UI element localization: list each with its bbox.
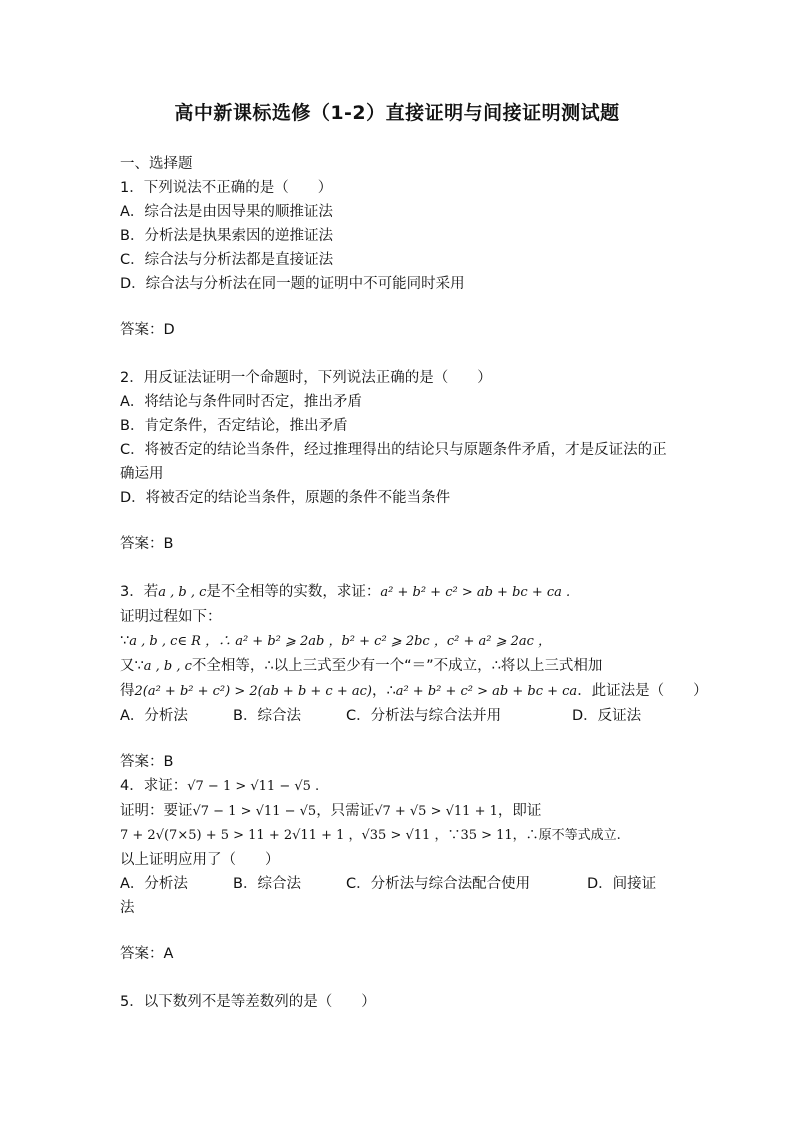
q3-option-d: D．反证法	[572, 708, 642, 724]
q3-option-c: C．分析法与综合法并用	[346, 708, 502, 724]
q3-stem-prefix: 3．若	[120, 584, 159, 600]
q3-proof-line-1	[120, 629, 680, 654]
q2-option-b: B．肯定条件，否定结论，推出矛盾	[120, 418, 348, 434]
q2-answer: 答案：B	[120, 536, 174, 552]
q4-option-a: A．分析法	[120, 876, 188, 892]
q3-line2-text: 不全相等，∴以上三式至少有一个“＝”不成立，∴将以上三式相加	[191, 658, 603, 674]
q3-stem	[120, 580, 680, 605]
q3-line3-therefore: ，∴	[371, 683, 396, 699]
q1-option-d: D．综合法与分析法在同一题的证明中不可能同时采用	[120, 276, 465, 292]
document-body	[120, 152, 708, 1014]
q2-option-d: D．将被否定的结论当条件，原题的条件不能当条件	[120, 490, 451, 506]
q4-proof-line-1	[120, 799, 680, 824]
q3-line3-question: ．此证法是（ ）	[577, 683, 708, 699]
q3-proof-line-2	[120, 654, 680, 679]
q1-answer: 答案：D	[120, 322, 175, 338]
q4-proof-line-2: 7 + 2√(7×5) + 5 > 11 + 2√11 + 1 ，√35 > √11 ，∵35 > 11，∴原不等式成立.	[120, 828, 621, 843]
q4-answer: 答案：A	[120, 946, 174, 962]
q4-stem-formula: √7 − 1 > √11 − √5 .	[187, 779, 320, 794]
q3-line3-formula: 2(a² + b² + c²) > 2(ab + b + c + ac)	[134, 684, 372, 699]
q3-stem-vars: a , b , c	[158, 585, 207, 600]
q4-option-d: D．间接证	[587, 876, 657, 892]
q2-stem: 2．用反证法证明一个命题时，下列说法正确的是（ ）	[120, 370, 492, 386]
q4-options	[120, 872, 680, 896]
q3-line3-formula2: a² + b² + c² > ab + bc + ca	[395, 684, 578, 699]
q3-because-symbol: ∵	[120, 633, 130, 649]
q4-proof-formula-1: √7 − 1 > √11 − √5	[192, 804, 317, 819]
q4-proof-suffix: ，即证	[497, 803, 542, 819]
q3-line2-prefix: 又∵	[120, 658, 144, 674]
q3-proof-intro: 证明过程如下：	[120, 609, 222, 625]
q3-line2-vars: a , b , c	[143, 659, 192, 674]
q4-option-b: B．综合法	[233, 876, 301, 892]
q1-option-a: A．综合法是由因导果的顺推证法	[120, 204, 333, 220]
q5-stem: 5．以下数列不是等差数列的是（ ）	[120, 994, 376, 1010]
q3-stem-middle: 是不全相等的实数，求证：	[206, 584, 381, 600]
q3-options	[120, 704, 680, 728]
q3-option-b: B．综合法	[233, 708, 301, 724]
q3-option-a: A．分析法	[120, 708, 188, 724]
section-heading: 一、选择题	[120, 156, 193, 172]
q2-option-a: A．将结论与条件同时否定，推出矛盾	[120, 394, 362, 410]
q3-stem-formula: a² + b² + c² > ab + bc + ca .	[380, 585, 571, 600]
q2-option-c: C．将被否定的结论当条件，经过推理得出的结论只与原题条件矛盾，才是反证法的正确运用	[120, 442, 667, 482]
q4-option-d-continued: 法	[120, 900, 135, 916]
page-title: 高中新课标选修（1-2）直接证明与间接证明测试题	[174, 102, 620, 124]
q3-line1-formula: ∈ R ，∴ a² + b² ⩾ 2ab ，b² + c² ⩾ 2bc ，c² + a² ⩾ 2ac ，	[177, 634, 552, 649]
q4-proof-prefix: 证明：要证	[120, 803, 193, 819]
q4-option-c: C．分析法与综合法配合使用	[346, 876, 531, 892]
q1-stem: 1．下列说法不正确的是（ ）	[120, 180, 333, 196]
q4-proof-line-3: 以上证明应用了（ ）	[120, 852, 280, 868]
q1-option-b: B．分析法是执果索因的逆推证法	[120, 228, 333, 244]
q3-answer: 答案：B	[120, 754, 174, 770]
q4-stem	[120, 774, 680, 799]
q1-option-c: C．综合法与分析法都是直接证法	[120, 252, 334, 268]
q3-line3-prefix: 得	[120, 683, 135, 699]
q4-proof-formula-2: √7 + √5 > √11 + 1	[374, 804, 498, 819]
q4-stem-prefix: 4．求证：	[120, 778, 188, 794]
q4-proof-middle: ，只需证	[316, 803, 375, 819]
q3-proof-line-3	[120, 679, 708, 704]
q3-line1-vars: a , b , c	[129, 634, 178, 649]
